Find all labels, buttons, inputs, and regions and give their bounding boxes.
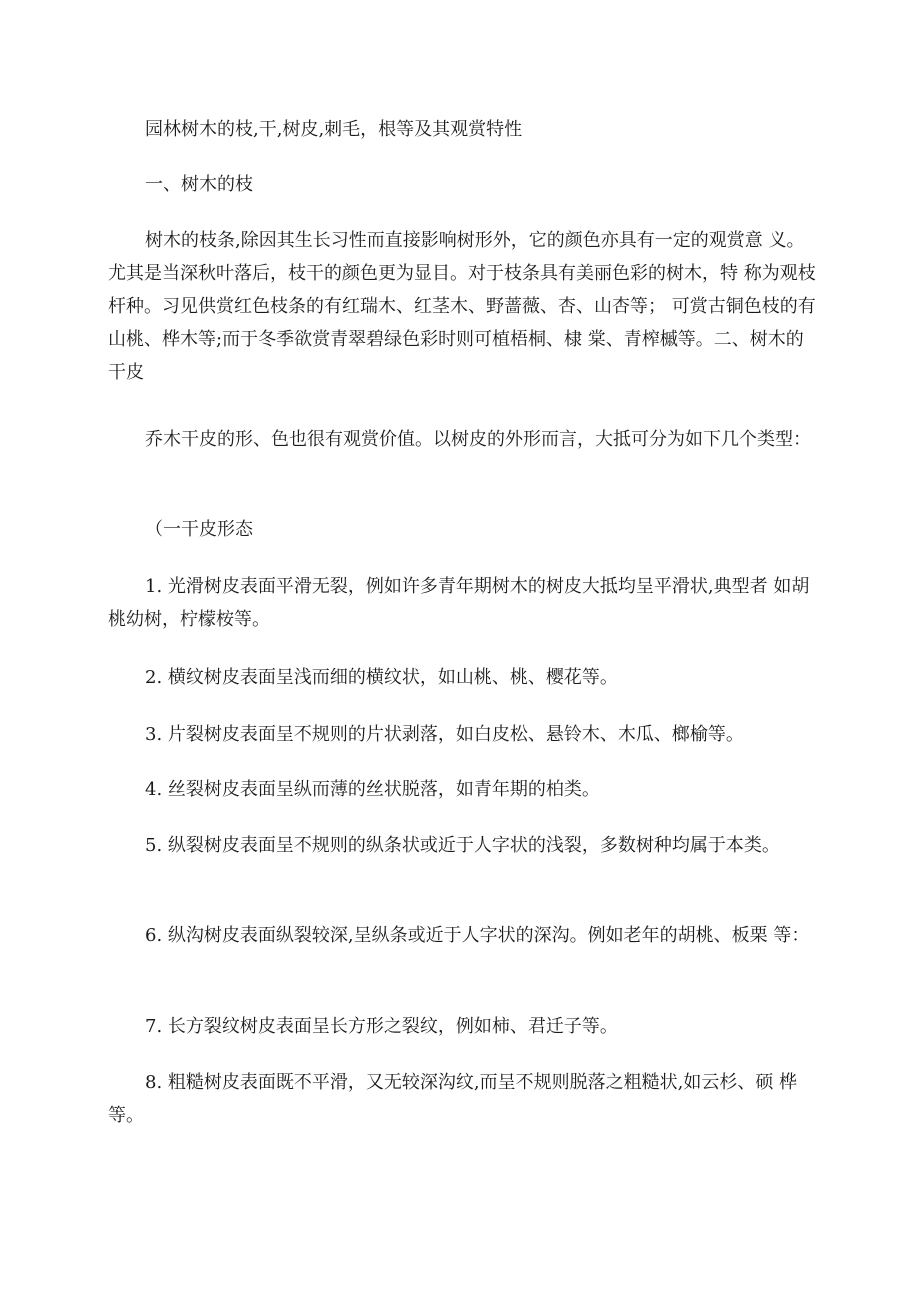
section-heading-branches: 一、树木的枝 <box>145 174 253 195</box>
list-item: 1. 光滑树皮表面平滑无裂，例如许多青年期树木的树皮大抵均呈平滑状,典型者 如胡桃幼树，柠檬桉等。 <box>108 576 810 630</box>
paragraph-trunk-bark: 乔木干皮的形、色也很有观赏价值。以树皮的外形而言，大抵可分为如下几个类型： <box>145 429 811 450</box>
list-item: 2. 横纹树皮表面呈浅而细的横纹状，如山桃、桃、樱花等。 <box>145 667 618 688</box>
paragraph-branches: 树木的枝条,除因其生长习性而直接影响树形外，它的颜色亦具有一定的观赏意 义。尤其是当深秋叶落后，枝干的颜色更为显目。对于枝条具有美丽色彩的树木，特 称为观枝杆种。习见供赏红色枝条的有红瑞木、红茎木、野蔷薇、杏、山杏等； 可赏古铜色枝的有山桃、桦木等;而于冬季欲赏青翠碧绿色彩时则可植梧桐、棣 棠、青榨槭等。二、树木的干皮 <box>108 230 816 383</box>
list-item: 6. 纵沟树皮表面纵裂较深,呈纵条或近于人字状的深沟。例如老年的胡桃、板栗 等： <box>145 925 810 946</box>
subheading-bark-form: （一干皮形态 <box>145 519 253 540</box>
list-item: 3. 片裂树皮表面呈不规则的片状剥落，如白皮松、悬铃木、木瓜、榔榆等。 <box>145 724 744 745</box>
document-title: 园林树木的枝,干,树皮,刺毛，根等及其观赏特性 <box>145 119 523 140</box>
list-item: 4. 丝裂树皮表面呈纵而薄的丝状脱落，如青年期的柏类。 <box>145 779 600 800</box>
list-item: 7. 长方裂纹树皮表面呈长方形之裂纹，例如柿、君迁子等。 <box>145 1016 618 1037</box>
list-item: 5. 纵裂树皮表面呈不规则的纵条状或近于人字状的浅裂，多数树种均属于本类。 <box>145 835 780 856</box>
list-item: 8. 粗糙树皮表面既不平滑，又无较深沟纹,而呈不规则脱落之粗糙状,如云杉、硕 桦等。 <box>108 1072 798 1126</box>
